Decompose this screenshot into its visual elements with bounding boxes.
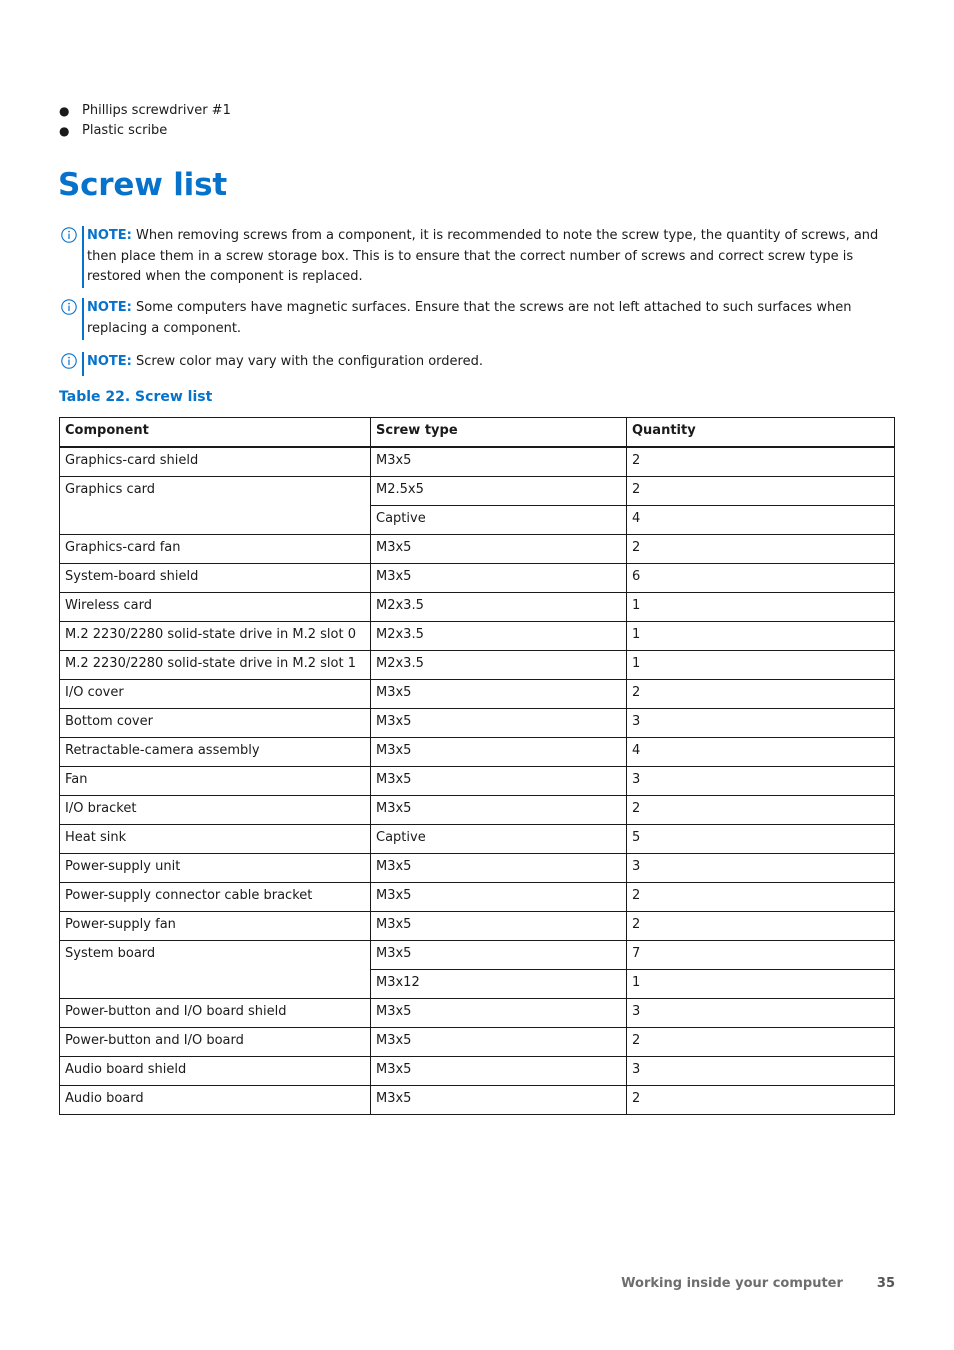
note-bar (82, 352, 84, 376)
table-caption: Table 22. Screw list (59, 389, 213, 405)
cell-screw-type: M3x5 (371, 767, 627, 796)
note-block (59, 226, 895, 288)
note-label: NOTE: (87, 228, 132, 243)
cell-component: Power-button and I/O board (60, 1028, 371, 1057)
cell-screw-type: M3x5 (371, 883, 627, 912)
cell-quantity: 1 (627, 970, 895, 999)
cell-quantity: 3 (627, 767, 895, 796)
note-body: When removing screws from a component, it is recommended to note the screw type, the quantity of screws, and then place them in a screw storage box. This is to ensure that the correct number of screws and correct screw type is restored when the component is replaced. (87, 228, 879, 284)
cell-screw-type: M2x3.5 (371, 651, 627, 680)
cell-quantity: 2 (627, 796, 895, 825)
note-body: Screw color may vary with the configuration ordered. (131, 354, 483, 369)
cell-component: Power-supply unit (60, 854, 371, 883)
table-row (60, 535, 895, 564)
table-row (60, 796, 895, 825)
column-header-component: Component (60, 418, 371, 448)
tool-label: Plastic scribe (82, 123, 168, 138)
cell-component: Audio board shield (60, 1057, 371, 1086)
cell-screw-type: M3x5 (371, 1086, 627, 1115)
cell-quantity: 3 (627, 709, 895, 738)
cell-screw-type: M3x5 (371, 564, 627, 593)
table-row (60, 680, 895, 709)
cell-quantity: 2 (627, 535, 895, 564)
cell-component: I/O bracket (60, 796, 371, 825)
note-text (87, 352, 895, 373)
cell-component: M.2 2230/2280 solid-state drive in M.2 slot 0 (60, 622, 371, 651)
cell-screw-type: M3x5 (371, 941, 627, 970)
footer-section-title: Working inside your computer (621, 1276, 843, 1291)
screw-list-table (59, 417, 895, 1115)
cell-component: Power-button and I/O board shield (60, 999, 371, 1028)
table-row (60, 767, 895, 796)
cell-screw-type: M2.5x5 (371, 477, 627, 506)
note-text (87, 298, 895, 339)
cell-screw-type: Captive (371, 825, 627, 854)
table-header-row (60, 418, 895, 448)
cell-component: Bottom cover (60, 709, 371, 738)
table-row (60, 941, 895, 970)
cell-quantity: 2 (627, 1086, 895, 1115)
cell-quantity: 1 (627, 622, 895, 651)
column-header-screw-type: Screw type (371, 418, 627, 448)
table-row (60, 854, 895, 883)
table-row (60, 622, 895, 651)
cell-screw-type: M3x5 (371, 912, 627, 941)
cell-screw-type: M3x5 (371, 709, 627, 738)
cell-quantity: 2 (627, 680, 895, 709)
table-row (60, 1057, 895, 1086)
cell-screw-type: Captive (371, 506, 627, 535)
info-circle-icon (61, 299, 77, 315)
note-body: Some computers have magnetic surfaces. Ensure that the screws are not left attached to such surfaces when replacing a component. (87, 300, 852, 336)
cell-quantity: 1 (627, 593, 895, 622)
table-row (60, 564, 895, 593)
cell-component: Graphics-card fan (60, 535, 371, 564)
cell-screw-type: M2x3.5 (371, 622, 627, 651)
cell-screw-type: M3x5 (371, 447, 627, 477)
note-bar (82, 226, 84, 288)
column-header-quantity: Quantity (627, 418, 895, 448)
table-row (60, 1028, 895, 1057)
table-row (60, 477, 895, 506)
cell-quantity: 2 (627, 447, 895, 477)
cell-screw-type: M3x5 (371, 999, 627, 1028)
cell-quantity: 2 (627, 912, 895, 941)
cell-quantity: 3 (627, 1057, 895, 1086)
info-circle-icon (61, 353, 77, 369)
cell-quantity: 1 (627, 651, 895, 680)
info-circle-icon (61, 227, 77, 243)
cell-screw-type: M3x5 (371, 854, 627, 883)
cell-quantity: 5 (627, 825, 895, 854)
cell-component: Graphics card (60, 477, 371, 535)
cell-quantity: 2 (627, 477, 895, 506)
cell-component: Heat sink (60, 825, 371, 854)
cell-quantity: 6 (627, 564, 895, 593)
list-item (59, 101, 231, 121)
cell-quantity: 4 (627, 738, 895, 767)
tools-list (59, 101, 231, 141)
note-text (87, 226, 895, 288)
cell-screw-type: M3x5 (371, 1057, 627, 1086)
bullet-icon: ● (59, 124, 70, 138)
note-bar (82, 298, 84, 340)
cell-quantity: 4 (627, 506, 895, 535)
cell-component: Graphics-card shield (60, 447, 371, 477)
section-title: Screw list (58, 167, 227, 203)
list-item (59, 121, 231, 141)
cell-quantity: 2 (627, 1028, 895, 1057)
table-row (60, 738, 895, 767)
cell-component: Power-supply fan (60, 912, 371, 941)
cell-component: M.2 2230/2280 solid-state drive in M.2 slot 1 (60, 651, 371, 680)
cell-component: I/O cover (60, 680, 371, 709)
page-number: 35 (876, 1276, 895, 1291)
table-row (60, 447, 895, 477)
cell-quantity: 7 (627, 941, 895, 970)
cell-component: Power-supply connector cable bracket (60, 883, 371, 912)
note-block (59, 352, 895, 376)
tool-label: Phillips screwdriver #1 (82, 103, 231, 118)
cell-component: Audio board (60, 1086, 371, 1115)
cell-screw-type: M3x5 (371, 738, 627, 767)
note-label: NOTE: (87, 354, 132, 369)
table-row (60, 883, 895, 912)
table-row (60, 593, 895, 622)
cell-screw-type: M3x12 (371, 970, 627, 999)
cell-quantity: 2 (627, 883, 895, 912)
cell-component: System-board shield (60, 564, 371, 593)
note-block (59, 298, 895, 340)
cell-component: System board (60, 941, 371, 999)
table-row (60, 999, 895, 1028)
cell-component: Fan (60, 767, 371, 796)
table-row (60, 651, 895, 680)
cell-screw-type: M3x5 (371, 796, 627, 825)
cell-component: Wireless card (60, 593, 371, 622)
cell-screw-type: M3x5 (371, 535, 627, 564)
cell-quantity: 3 (627, 854, 895, 883)
cell-screw-type: M2x3.5 (371, 593, 627, 622)
cell-component: Retractable-camera assembly (60, 738, 371, 767)
bullet-icon: ● (59, 104, 70, 118)
table-row (60, 709, 895, 738)
page-footer (621, 1276, 895, 1291)
table-row (60, 825, 895, 854)
table-row (60, 1086, 895, 1115)
cell-screw-type: M3x5 (371, 680, 627, 709)
note-label: NOTE: (87, 300, 132, 315)
cell-screw-type: M3x5 (371, 1028, 627, 1057)
table-row (60, 912, 895, 941)
cell-quantity: 3 (627, 999, 895, 1028)
